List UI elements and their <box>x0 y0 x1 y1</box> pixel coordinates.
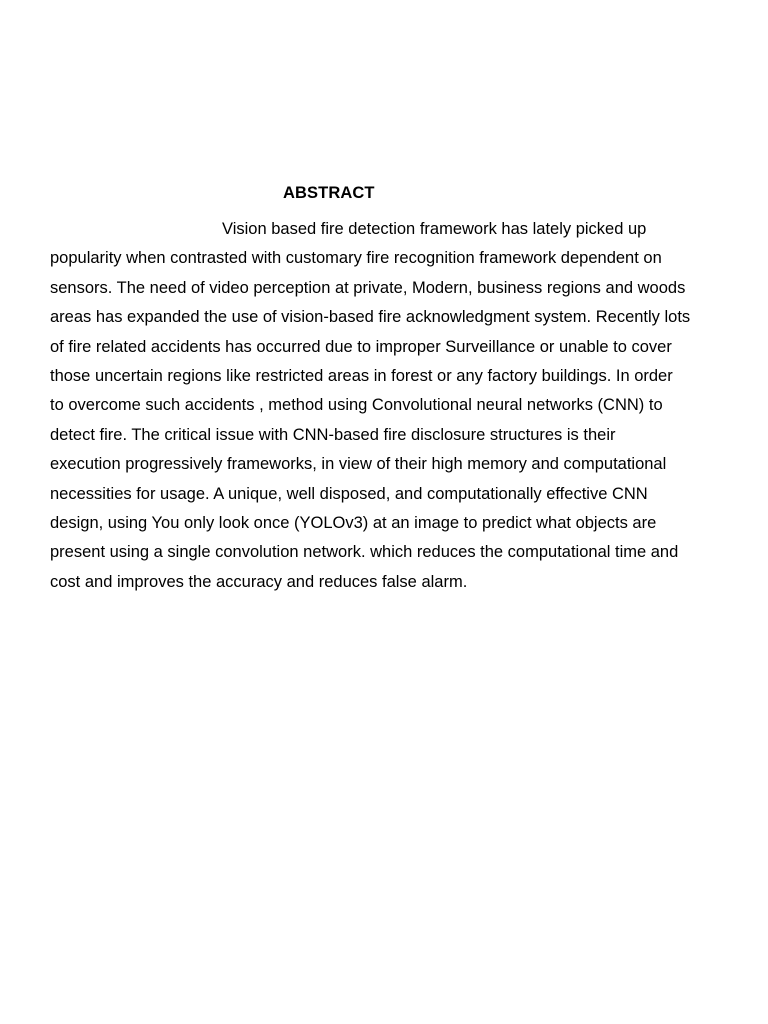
abstract-line: to overcome such accidents , method using Convolutional neural networks (CNN) to <box>50 396 663 415</box>
abstract-line: of fire related accidents has occurred due to improper Surveillance or unable to cover <box>50 337 672 356</box>
abstract-line: areas has expanded the use of vision-based fire acknowledgment system. Recently lots <box>50 308 691 327</box>
abstract-line: cost and improves the accuracy and reduces false alarm. <box>50 572 468 591</box>
abstract-body <box>50 215 753 597</box>
abstract-line: Vision based fire detection framework has lately picked up <box>222 220 647 238</box>
abstract-line: design, using You only look once (YOLOv3) at an image to predict what objects are <box>50 513 657 532</box>
abstract-line: those uncertain regions like restricted areas in forest or any factory buildings. In order <box>50 366 673 385</box>
abstract-line: execution progressively frameworks, in view of their high memory and computational <box>50 455 667 474</box>
abstract-heading: ABSTRACT <box>283 184 375 202</box>
abstract-line: present using a single convolution network. which reduces the computational time and <box>50 543 679 562</box>
abstract-line: necessities for usage. A unique, well disposed, and computationally effective CNN <box>50 484 648 503</box>
abstract-line: popularity when contrasted with customary fire recognition framework dependent on <box>50 249 662 268</box>
abstract-line: sensors. The need of video perception at private, Modern, business regions and woods <box>50 278 686 297</box>
abstract-line: detect fire. The critical issue with CNN-based fire disclosure structures is their <box>50 425 616 444</box>
